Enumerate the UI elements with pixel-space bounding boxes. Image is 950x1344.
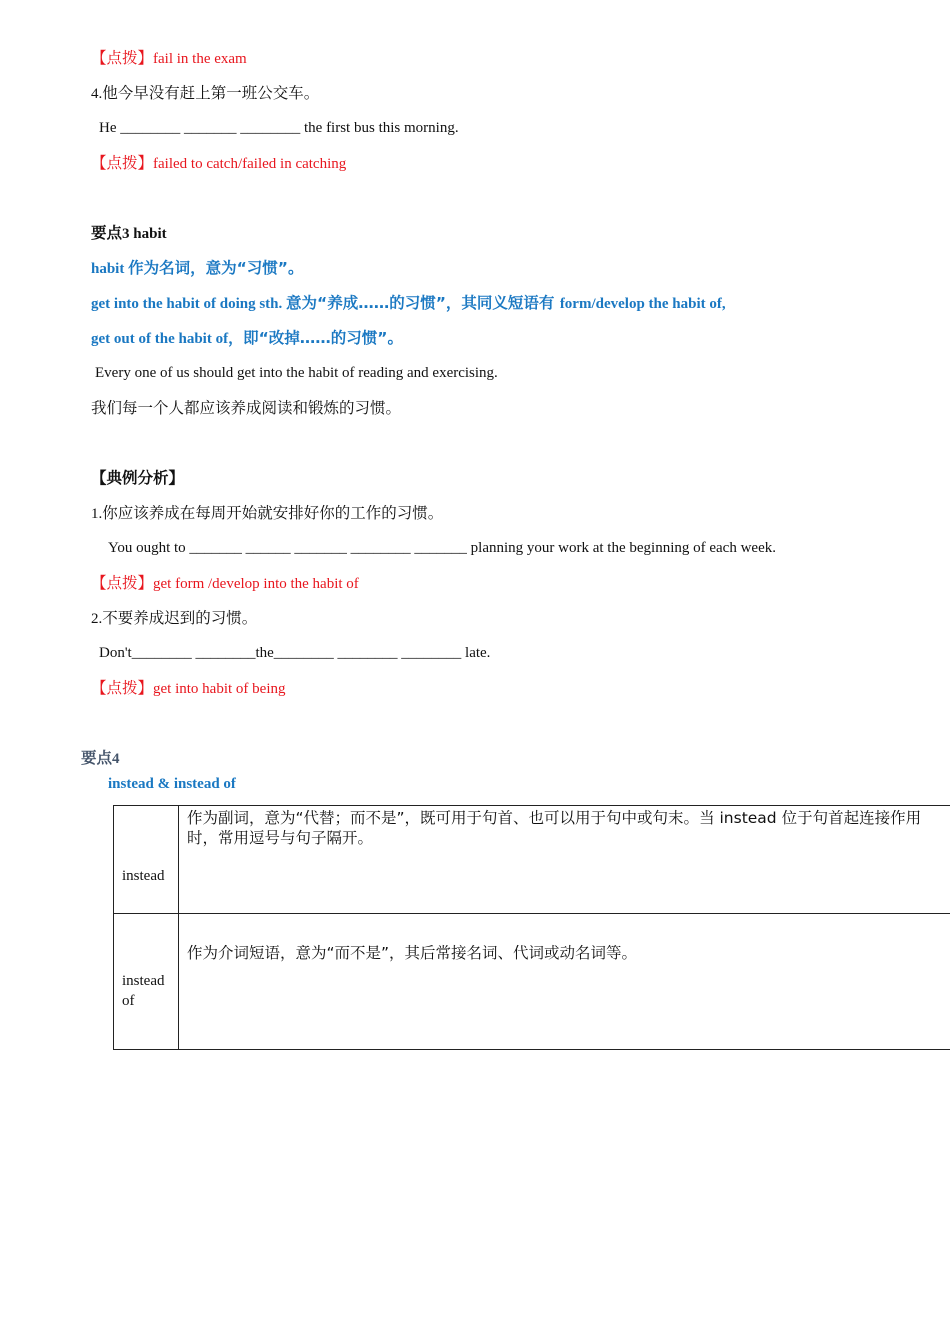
question-chinese: 他今早没有赶上第一班公交车。	[102, 84, 320, 102]
point-3-rule-2	[91, 293, 726, 314]
hint-answer: fail in the exam	[153, 51, 247, 67]
question-number: 4.	[91, 86, 103, 102]
rule-term: get out of the habit of，	[91, 331, 244, 347]
definition-text: 作为介词短语，意为“而不是”，其后常接名词、代词或动名词等。	[187, 944, 638, 962]
point-3-example-english: Every one of us should get into the habit of reading and exercising.	[95, 365, 498, 381]
point-label: 要点	[91, 224, 123, 242]
question-chinese: 你应该养成在每周开始就安排好你的工作的习惯。	[102, 504, 444, 522]
question-number: 1.	[91, 506, 103, 522]
hint-answer: get into habit of being	[153, 681, 286, 697]
hint-line	[91, 573, 359, 594]
point-label: 要点	[81, 749, 113, 767]
rule-term: get into the habit of doing sth.	[91, 296, 287, 312]
comparison-table	[113, 805, 950, 1050]
question-4-english: He ________ _______ ________ the first bus this morning.	[99, 120, 459, 136]
hint-answer: get form /develop into the habit of	[153, 576, 359, 592]
example-question-1-english: You ought to _______ ______ _______ ________ _______ planning your work at the beginning of each week.	[108, 540, 776, 556]
point-topic: 3 habit	[122, 226, 167, 242]
rule-text: 作为名词，意为“习惯”。	[128, 259, 304, 277]
point-3-example-chinese: 我们每一个人都应该养成阅读和锻炼的习惯。	[91, 399, 402, 417]
hint-line	[91, 48, 247, 69]
example-question-2	[91, 608, 257, 629]
hint-line	[91, 153, 346, 174]
rule-text: 即“改掉……的习惯”。	[243, 329, 403, 347]
hint-line	[91, 678, 286, 699]
definition-text: 作为副词，意为“代替；而不是”，既可用于句首、也可以用于句中或句末。当 instead 位于句首起连接作用时，常用逗号与句子隔开。	[187, 809, 922, 847]
term-text: instead	[122, 868, 165, 884]
point-number: 4	[112, 751, 120, 767]
examples-heading: 【典例分析】	[91, 469, 185, 487]
hint-tag: 【点拨】	[91, 679, 154, 697]
hint-tag: 【点拨】	[91, 49, 154, 67]
point-3-title	[91, 223, 167, 244]
term-cell	[114, 914, 179, 1050]
question-4	[91, 83, 319, 104]
table-row	[114, 806, 950, 914]
point-3-rule-1	[91, 258, 303, 279]
point-4-title	[81, 748, 120, 769]
term-cell	[114, 806, 179, 914]
hint-tag: 【点拨】	[91, 154, 154, 172]
rule-synonym: form/develop the habit of,	[559, 296, 726, 312]
rule-text: 意为“养成……的习惯”，其同义短语有	[286, 294, 560, 312]
hint-answer: failed to catch/failed in catching	[153, 156, 347, 172]
table-row	[114, 914, 950, 1050]
term-text: instead of	[122, 973, 165, 1009]
question-number: 2.	[91, 611, 103, 627]
example-question-2-english: Don't________ ________the________ ________ ________ late.	[99, 645, 491, 661]
definition-cell	[179, 914, 950, 1050]
point-4-subtitle: instead & instead of	[108, 776, 236, 792]
example-question-1	[91, 503, 443, 524]
rule-term: habit	[91, 261, 129, 277]
question-chinese: 不要养成迟到的习惯。	[102, 609, 258, 627]
definition-cell	[179, 806, 950, 914]
hint-tag: 【点拨】	[91, 574, 154, 592]
point-3-rule-3	[91, 328, 403, 349]
